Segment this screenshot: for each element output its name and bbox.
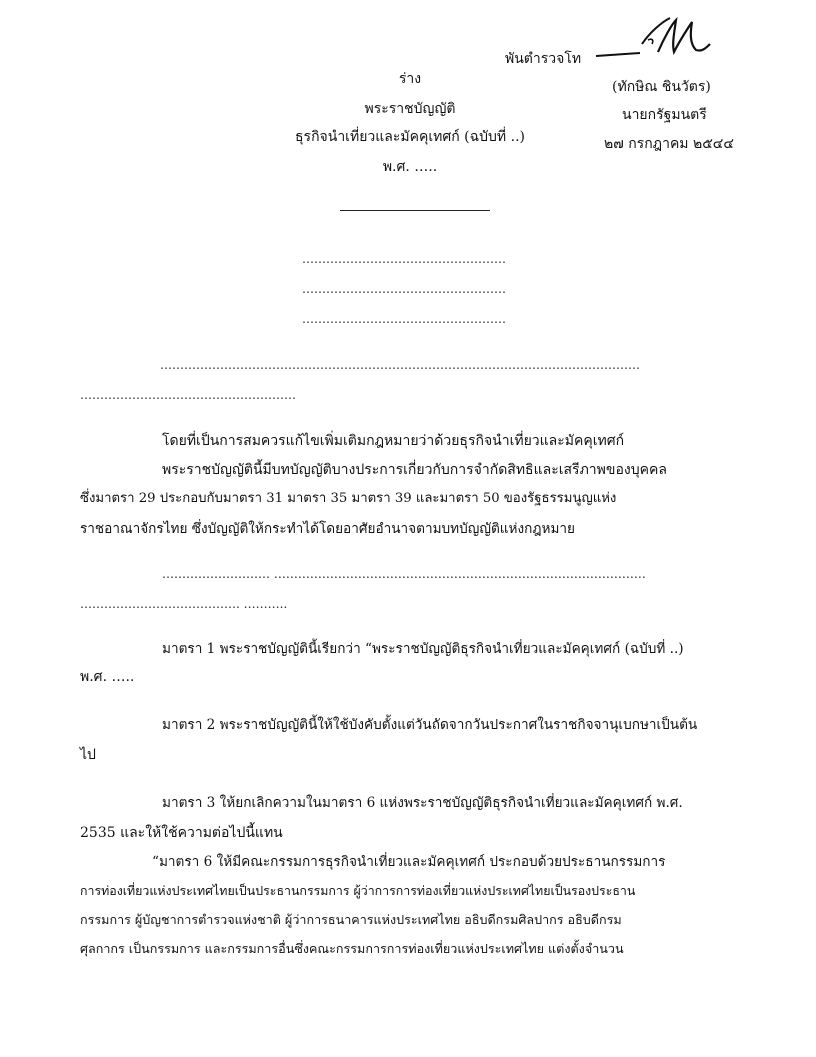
dotted-line-3: …………………………………………… [302, 312, 506, 326]
preamble-line-4: ราชอาณาจักรไทย ซึ่งบัญญัติให้กระทำได้โดยอาศัยอำนาจตามบทบัญญัติแห่งกฎหมาย [80, 521, 576, 537]
dotted-line-4: ………………………………………………………………………………………………………… [160, 358, 640, 372]
section-2-line-1: มาตรา 2 พระราชบัญญัตินี้ให้ใช้บังคับตั้งแต่วันถัดจากวันประกาศในราชกิจจานุเบกษาเป็นต้น [162, 717, 698, 733]
section-1-line-2: พ.ศ. ….. [80, 669, 135, 685]
dotted-line-1: …………………………………………… [302, 252, 506, 266]
signer-position: นายกรัฐมนตรี [622, 107, 707, 123]
preamble-line-3: ซึ่งมาตรา 29 ประกอบกับมาตรา 31 มาตรา 35 มาตรา 39 และมาตรา 50 ของรัฐธรรมนูญแห่ง [80, 491, 617, 506]
act-year: พ.ศ. ….. [382, 159, 438, 175]
dotted-line-6: ……………………… ………………………………………………………………………………… [162, 567, 646, 581]
preamble-line-1: โดยที่เป็นการสมควรแก้ไขเพิ่มเติมกฎหมายว่าด้วยธุรกิจนำเที่ยวและมัคคุเทศก์ [162, 433, 625, 449]
section-6-line-2: การท่องเที่ยวแห่งประเทศไทยเป็นประธานกรรมการ ผู้ว่าการการท่องเที่ยวแห่งประเทศไทยเป็นรองประธาน [80, 883, 636, 898]
handwritten-signature [592, 10, 722, 70]
dotted-line-5: ……………………………………………… [80, 388, 296, 402]
act-subtitle: ธุรกิจนำเที่ยวและมัคคุเทศก์ (ฉบับที่ ..) [295, 129, 525, 145]
section-6-line-1: “มาตรา 6 ให้มีคณะกรรมการธุรกิจนำเที่ยวและมัคคุเทศก์ ประกอบด้วยประธานกรรมการ [152, 854, 666, 870]
section-2-line-2: ไป [80, 747, 96, 763]
signer-name: (ทักษิณ ชินวัตร) [612, 79, 711, 95]
signer-rank: พันตำรวจโท [505, 51, 582, 67]
section-3-line-2: 2535 และให้ใช้ความต่อไปนี้แทน [80, 825, 283, 841]
section-3-line-1: มาตรา 3 ให้ยกเลิกความในมาตรา 6 แห่งพระราชบัญญัติธุรกิจนำเที่ยวและมัคคุเทศก์ พ.ศ. [162, 795, 683, 811]
section-6-line-3: กรรมการ ผู้บัญชาการตำรวจแห่งชาติ ผู้ว่าการธนาคารแห่งประเทศไทย อธิบดีกรมศิลปากร อธิบดีกรม [80, 912, 622, 927]
dotted-line-7: …………………………………. ……….. [80, 597, 288, 611]
preamble-line-2: พระราชบัญญัตินี้มีบทบัญญัติบางประการเกี่ยวกับการจำกัดสิทธิและเสรีภาพของบุคคล [162, 462, 667, 478]
section-1-line-1: มาตรา 1 พระราชบัญญัตินี้เรียกว่า “พระราชบัญญัติธุรกิจนำเที่ยวและมัคคุเทศก์ (ฉบับที่ ..) [162, 641, 684, 657]
draft-label: ร่าง [398, 71, 422, 87]
section-6-line-4: ศุลกากร เป็นกรรมการ และกรรมการอื่นซึ่งคณะกรรมการการท่องเที่ยวแห่งประเทศไทย แต่งตั้งจำนวน [80, 941, 624, 956]
dotted-line-2: …………………………………………… [302, 282, 506, 296]
act-title: พระราชบัญญัติ [364, 101, 456, 117]
signature-date: ๒๗ กรกฎาคม ๒๕๔๔ [604, 136, 734, 152]
title-divider [340, 210, 490, 211]
